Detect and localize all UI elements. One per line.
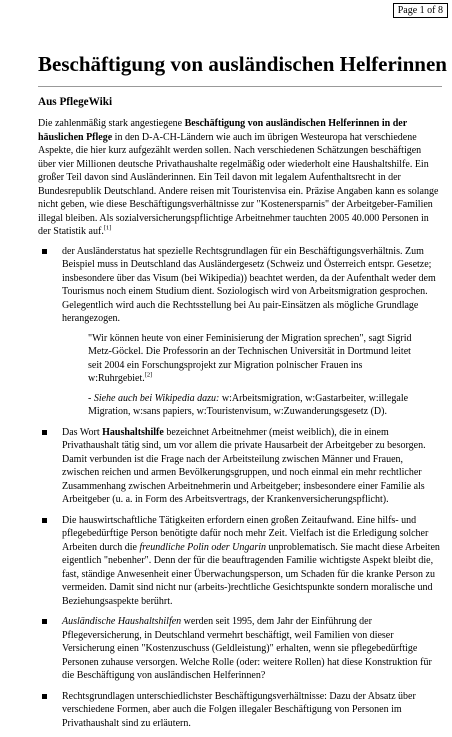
footnote-ref-1[interactable]: [1] xyxy=(103,224,112,232)
migration-quote xyxy=(88,332,418,386)
page-number-label: Page 1 of 8 xyxy=(393,3,448,18)
bullet-2-text-2: bezeichnet Arbeitnehmer (meist weiblich), die in einem Privathaushalt tätig sind, um vor allem die private Hausarbeit der Arbeitgeber zu besorgen. Damit verbunden ist die Frage nach der Arbeitsteilung zwischen Männer und Frauen, zwischen reichen und armen Bevölkerungsgruppen, und noch einmal ein mehr rechtlicher Zusammenhang zwischen Arbeitnehmerin und Arbeitgeber; insbesondere einer Familie als Arbeitgeber (u. a. in Form des Arbeitsvertrags, der Krankenversicherungspflicht). xyxy=(62,426,426,505)
bullet-2-text-1: Das Wort xyxy=(62,426,103,438)
list-item xyxy=(38,245,440,419)
list-item xyxy=(38,690,440,731)
see-also-links[interactable]: w:Arbeitsmigration, w:Gastarbeiter, w:illegale Migration, w:sans papiers, w:Touristenvisum, w:Zuwanderungsgesetz (D). xyxy=(88,392,409,417)
footnote-ref-2[interactable]: [2] xyxy=(144,371,153,379)
bullet-4-text: werden seit 1995, dem Jahr der Einführung der Pflegeversicherung, in Deutschland vermehrt beschäftigt, weil Familien von dieser Versicherung einen "Kostenzuschuss (Geldleistung)" erhalten, wenn sie pflegebedürftige Personen zuhause versorgen. Welche Rolle (oder: weitere Rollen) hat diese Konstruktion für die Beschäftigung von ausländischen Helferinnen? xyxy=(62,616,432,681)
quote-text: "Wir können heute von einer Feminisierung der Migration sprechen", sagt Sigrid Metz-Göckel. Die Professorin an der Technischen Universität in Dortmund leitet seit 2004 ein Forschungsprojekt zur Migration polnischer Frauen ins w:Ruhrgebiet. xyxy=(88,332,412,384)
haushaltshilfe-term: Haushaltshilfe xyxy=(102,426,164,438)
list-item xyxy=(38,514,440,609)
intro-text-2: in den D-A-CH-Ländern wie auch im übrigen Westeuropa hat verschiedene Aspekte, die hier kurz aufgezählt werden sollen. Nach verschiedenen Schätzungen beschäftigen über vier Millionen deutsche Privathaushalte regelmäßig oder wiederholt eine Haushaltshilfe. Ein großer Teil davon sind Ausländerinnen. Ein Teil davon mit legalem Aufenthaltsrecht in der Bundesrepublik Deutschland. Andere reisen mit Touristenvisa ein. Präzise Angaben kann es solange nicht geben, wie diese Beschäftigungsverhältnisse zur "Kostenersparnis" der Arbeitgeber-Familien illegal bleiben. Als sozialversicherungspflichtige Arbeitnehmer tauchten 2005 40.000 Personen in der Statistik auf. xyxy=(38,131,439,237)
see-also-label: - Siehe auch bei Wikipedia dazu: xyxy=(88,392,220,404)
bullet-5-text: Rechtsgrundlagen unterschiedlichster Beschäftigungsverhältnisse: Dazu der Absatz über verschiedene Formen, aber auch die Folgen illegaler Beschäftigung von Personen im Privathaushalt sind zu erläutern. xyxy=(62,690,416,729)
intro-paragraph xyxy=(38,117,440,239)
bullet-4-italic: Ausländische Haushaltshilfen xyxy=(62,616,182,627)
title-divider xyxy=(38,86,442,87)
bullet-3-text-2: unproblematisch. Sie macht diese Arbeiten eigentlich "nebenher". Denn der für die beauftragenden Familie wichtigste Aspekt bleibt die, fast, ständige Anwesenheit einer Überwachungsperson, um Schaden für die kranke Person zu vermeiden. Damit sind nicht nur (arbeits-)rechtliche Gesichtspunkte sondern moralische und Beziehungsaspekte berührt. xyxy=(62,541,440,607)
see-also-wikipedia xyxy=(88,392,440,419)
page-title: Beschäftigung von ausländischen Helferinnen xyxy=(38,52,447,76)
source-subtitle: Aus PflegeWiki xyxy=(38,96,113,108)
bullet-square-icon xyxy=(42,518,47,523)
article-body xyxy=(38,117,440,737)
list-item xyxy=(38,426,440,507)
bullet-square-icon xyxy=(42,694,47,699)
intro-text-1: Die zahlenmäßig stark angestiegene xyxy=(38,118,185,129)
list-item xyxy=(38,615,440,683)
bullet-square-icon xyxy=(42,430,47,435)
intro-bold-term: Beschäftigung von ausländischen Helferinnen in der häuslichen Pflege xyxy=(38,118,407,143)
aspects-list xyxy=(38,245,440,731)
bullet-square-icon xyxy=(42,249,47,254)
bullet-3-italic: freundliche Polin oder Ungarin xyxy=(139,541,267,553)
bullet-1-text: der Ausländerstatus hat spezielle Rechtsgrundlagen für ein Beschäftigungsverhältnis. Zum Beispiel muss in Deutschland das Ausländergesetz (Schweiz und Österreich entspr. Gesetze; insbesondere über das Visum (bei Wikipedia)) beachtet werden, da der Aufenthalt weder dem Tourismus noch einem Studium dient. Soziologisch wird von Arbeitsmigration gesprochen. Gelegentlich wird auch die Rechtsstellung bei Au pair-Einsätzen als mögliche Grundlage herangezogen. xyxy=(62,245,436,324)
bullet-3-text-1: Die hauswirtschaftliche Tätigkeiten erfordern einen großen Zeitaufwand. Eine hilfs- und pflegebedürftige Person benötigte dafür noch mehr Zeit. Vielfach ist die Erledigung solcher Arbeiten durch die xyxy=(62,514,429,553)
bullet-square-icon xyxy=(42,619,47,624)
